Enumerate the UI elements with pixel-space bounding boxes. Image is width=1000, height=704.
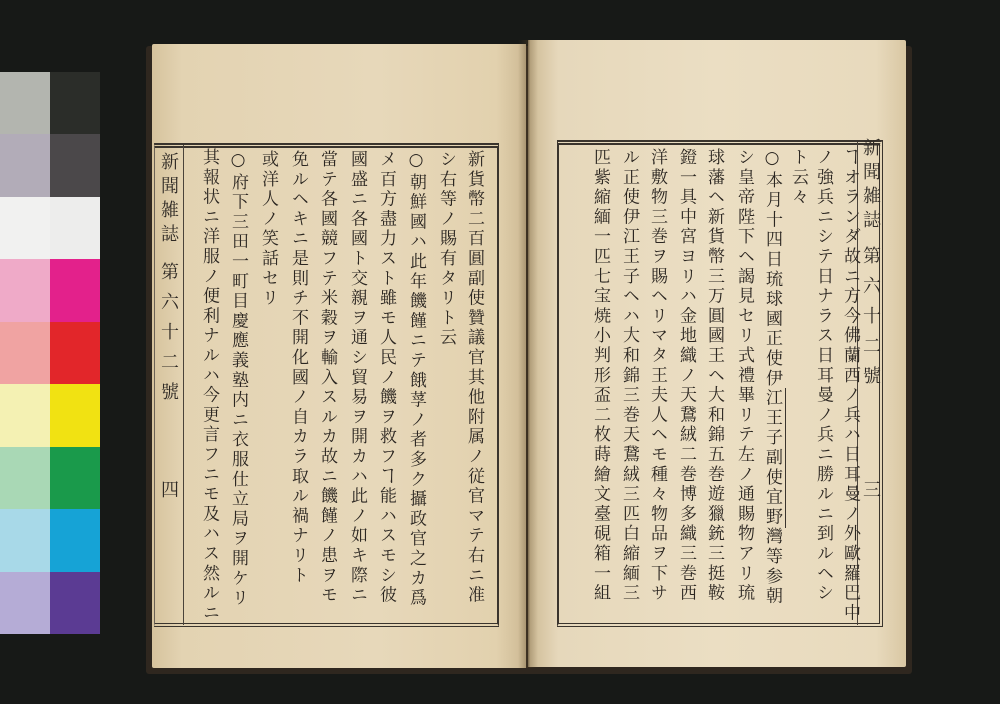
text-column: ○朝鮮國ハ此年饑饉ニテ餓莩ノ者多ク攝政官之カ爲 (406, 150, 426, 609)
left-page-number: 四 (158, 480, 179, 498)
text-column: ト云々 (788, 148, 808, 208)
color-swatch (50, 509, 100, 571)
color-swatch (50, 572, 100, 634)
text-column: ○本月十四日琉球國正使伊江王子副使宜野灣等参朝 (762, 148, 782, 607)
book-gutter (518, 40, 538, 668)
text-column: 球藩ヘ新貨幣三万圓國王ヘ大和錦五巻遊獵銃三挺鞍 (704, 148, 724, 604)
color-swatch (0, 72, 50, 134)
text-column: シ皇帝陛下ヘ謁見セリ式禮畢リテ左ノ通賜物アリ琉 (734, 148, 754, 604)
text-column: 國盛ニ各國ト交親ヲ通シ貿易ヲ開カハ此ノ如キ際ニ (347, 150, 367, 606)
color-swatch (50, 447, 100, 509)
color-swatch (0, 572, 50, 634)
text-column: 或洋人ノ笑話セリ (258, 150, 278, 309)
right-page-header-issue: 第六十二號 (860, 246, 881, 396)
name-side-line (785, 388, 786, 528)
text-column: 新貨幣二百圓副使贊議官其他附属ノ従官マテ右ニ准 (464, 150, 484, 606)
text-column: ノ強兵ニシテ日ナラス日耳曼ノ兵ニ勝ルニ到ルヘシ (813, 148, 833, 604)
text-column: 鐙一具中宮ヨリハ金地織ノ天鵞絨二巻博多織三巻西 (676, 148, 696, 604)
text-column: シ右等ノ賜有タリト云 (436, 150, 456, 348)
color-swatch (50, 134, 100, 196)
text-column: メ百方盡力スト雖モ人民ノ饑ヲ救フヿ能ハスモシ彼 (376, 150, 396, 606)
text-column: 匹紫縮緬一匹七宝焼小判形盃二枚蒔繪文臺硯箱一組 (590, 148, 610, 604)
text-column: 洋敷物三巻ヲ賜ヘリマタ王夫人ヘモ種々物品ヲ下サ (647, 148, 667, 604)
text-column: ヿオランダ故ニ方今佛蘭西ノ兵ハ日耳曼ノ外歐羅巴中 (840, 148, 860, 624)
color-calibration-card (0, 72, 100, 634)
color-swatch (0, 197, 50, 259)
color-swatch (0, 134, 50, 196)
right-page-header-title: 新聞雑誌 (860, 138, 881, 234)
left-header-divider (183, 145, 184, 625)
text-column: 當テ各國競フテ米穀ヲ輸入スルカ故ニ饑饉ノ患ヲモ (317, 150, 337, 606)
right-page-number: 三 (860, 480, 881, 498)
color-swatch (50, 259, 100, 321)
text-column: 免ルヘキニ是則チ不開化國ノ自カラ取ル禍ナリト (288, 150, 308, 586)
color-swatch (0, 322, 50, 384)
text-column: ○府下三田一町目慶應義塾内ニ衣服仕立局ヲ開ケリ (228, 150, 248, 609)
color-swatch (0, 259, 50, 321)
color-swatch (50, 384, 100, 446)
color-swatch (0, 447, 50, 509)
text-column: ル正使伊江王子ヘハ大和錦三巻天鵞絨三匹白縮緬三 (619, 148, 639, 604)
color-swatch (0, 509, 50, 571)
color-swatch (0, 384, 50, 446)
left-page-header-issue: 第六十二號 (158, 262, 179, 412)
color-swatch (50, 322, 100, 384)
color-swatch (50, 72, 100, 134)
left-page-header-title: 新聞雑誌 (158, 152, 179, 248)
text-column: 其報状ニ洋服ノ便利ナルハ今更言フニモ及ハス然ルニ (199, 148, 219, 624)
color-swatch (50, 197, 100, 259)
